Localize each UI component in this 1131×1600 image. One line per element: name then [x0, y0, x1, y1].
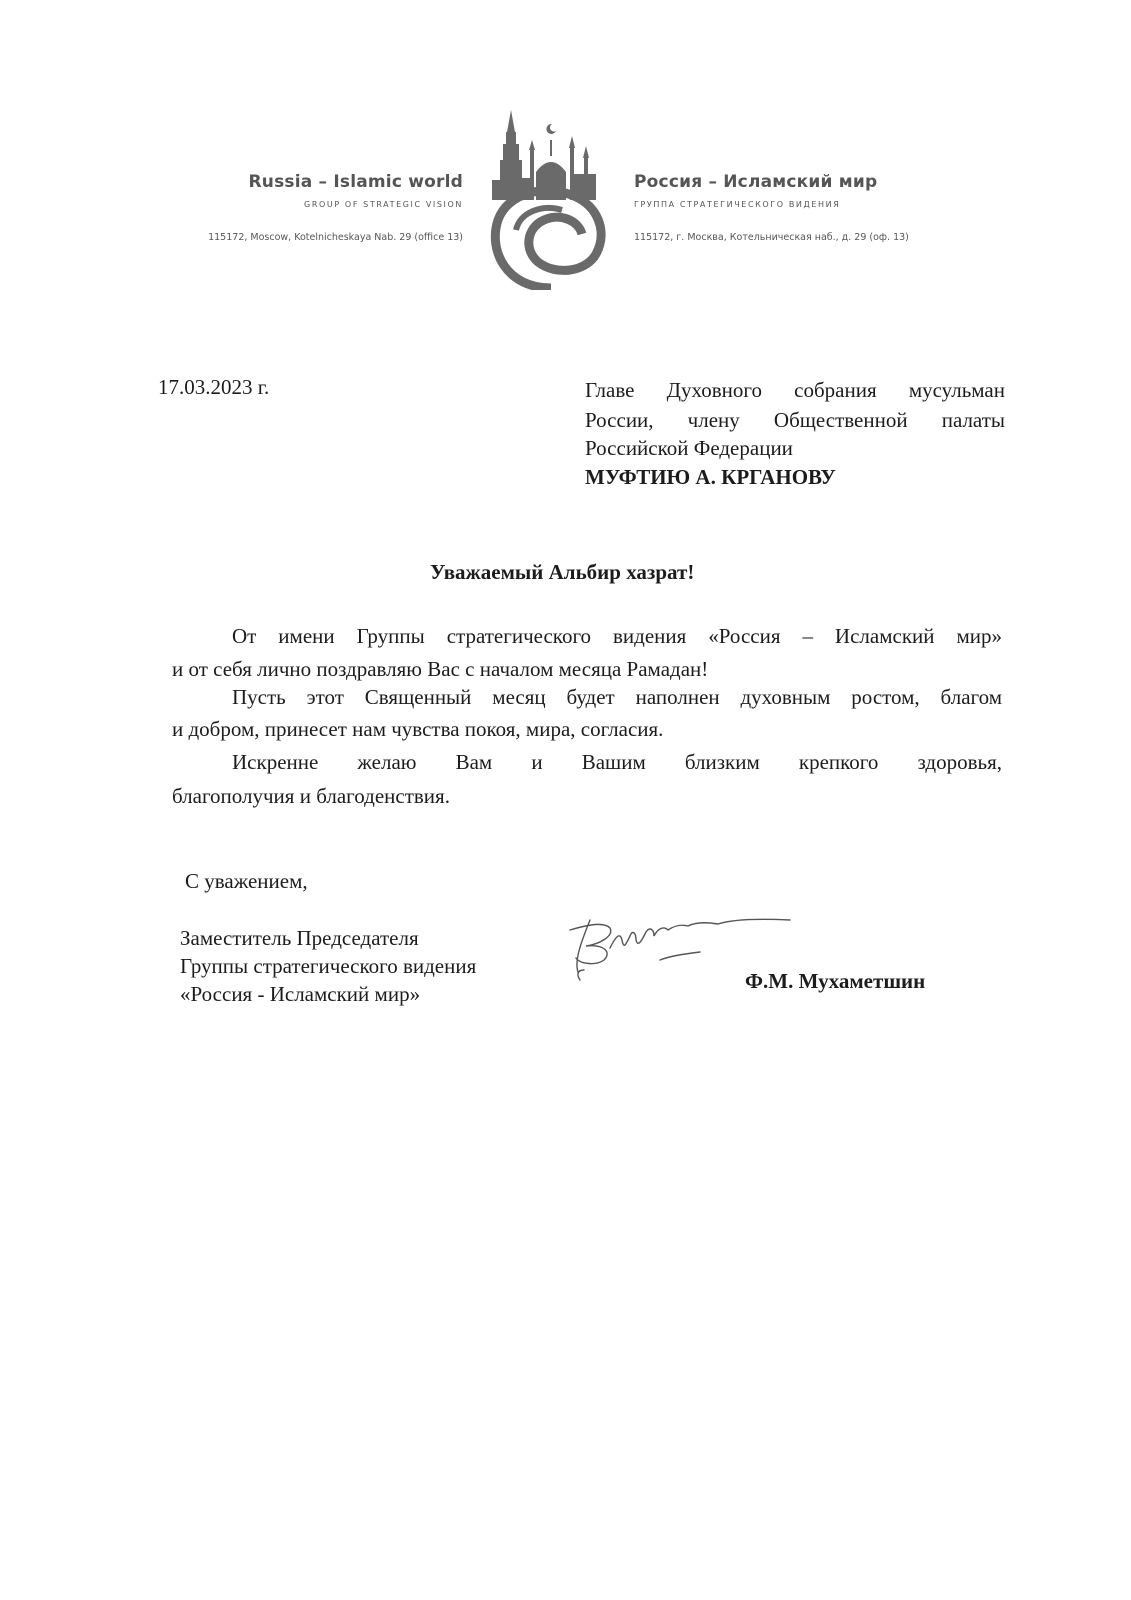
letter-date: 17.03.2023 г. — [158, 375, 270, 399]
letterhead-name-ru: Россия – Исламский мир — [634, 172, 878, 192]
signatory-position-line-1: Заместитель Председателя — [180, 926, 419, 950]
body-paragraph-2-line-2: и добром, принесет нам чувства покоя, мира, согласия. — [172, 717, 664, 741]
recipient-line-3: Российской Федерации — [585, 436, 793, 460]
body-paragraph-2-line-1: Пусть этот Священный месяц будет наполнен духовным ростом, благом — [232, 685, 1002, 709]
recipient-line-2: России, члену Общественной палаты — [585, 408, 1005, 432]
body-paragraph-1-line-1: От имени Группы стратегического видения «Россия – Исламский мир» — [232, 624, 1002, 648]
body-paragraph-1-line-2: и от себя лично поздравляю Вас с началом месяца Рамадан! — [172, 657, 709, 681]
signatory-name: Ф.М. Мухаметшин — [745, 969, 926, 993]
letterhead-name-en: Russia – Islamic world — [248, 172, 463, 192]
recipient-name: МУФТИЮ А. КРГАНОВУ — [585, 465, 836, 489]
body-paragraph-3-line-2: благополучия и благоденствия. — [172, 784, 450, 808]
recipient-line-1: Главе Духовного собрания мусульман — [585, 378, 1005, 402]
organization-logo — [486, 100, 616, 290]
letterhead-address-en: 115172, Moscow, Kotelnicheskaya Nab. 29 (office 13) — [208, 232, 463, 243]
letterhead-subtitle-ru: ГРУППА СТРАТЕГИЧЕСКОГО ВИДЕНИЯ — [634, 200, 841, 209]
letterhead-subtitle-en: GROUP OF STRATEGIC VISION — [304, 200, 463, 209]
signatory-position-line-3: «Россия - Исламский мир» — [180, 982, 421, 1006]
signatory-position-line-2: Группы стратегического видения — [180, 954, 477, 978]
letterhead-address-ru: 115172, г. Москва, Котельническая наб., д. 29 (оф. 13) — [634, 232, 909, 243]
closing: С уважением, — [185, 869, 308, 893]
greeting: Уважаемый Альбир хазрат! — [430, 560, 695, 584]
body-paragraph-3-line-1: Искренне желаю Вам и Вашим близким крепкого здоровья, — [232, 750, 1002, 774]
